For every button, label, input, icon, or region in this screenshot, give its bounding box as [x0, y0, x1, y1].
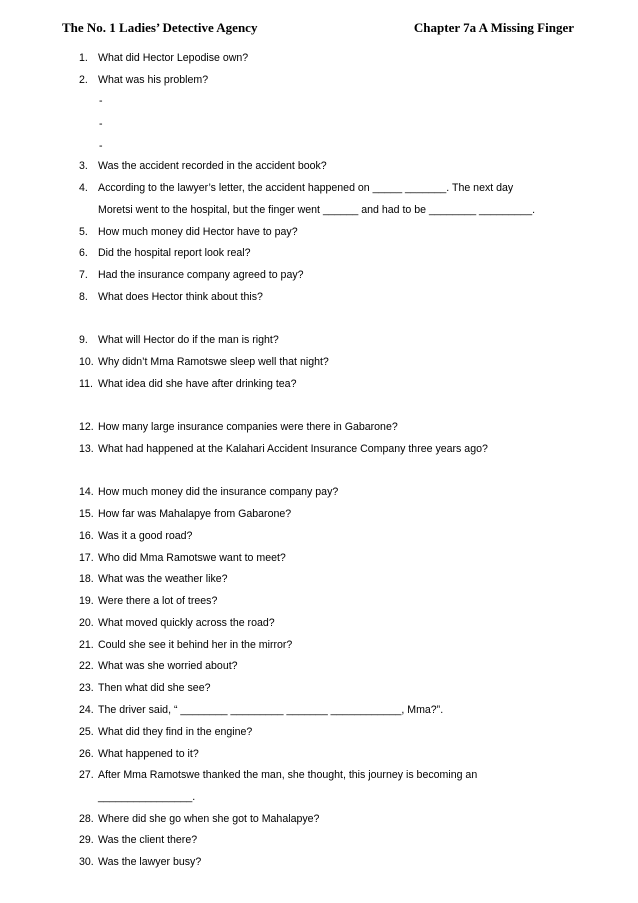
question-item	[79, 725, 252, 739]
answer-dash: -	[99, 140, 103, 152]
book-title: The No. 1 Ladies’ Detective Agency	[62, 20, 258, 35]
question-number: 12.	[79, 421, 94, 433]
question-text: Why didn’t Mma Ramotswe sleep well that night?	[98, 356, 329, 368]
question-number: 5.	[79, 226, 88, 238]
chapter-title: Chapter 7a A Missing Finger	[413, 20, 574, 35]
question-number: 26.	[79, 748, 94, 760]
question-number: 30.	[79, 856, 94, 868]
question-number: 7.	[79, 269, 88, 281]
question-text: Who did Mma Ramotswe want to meet?	[98, 552, 286, 564]
question-text: Was the lawyer busy?	[98, 856, 202, 868]
question-number: 3.	[79, 160, 88, 172]
question-number: 23.	[79, 682, 94, 694]
question-item	[79, 833, 197, 847]
question-text: What was his problem?	[98, 74, 209, 86]
question-item	[79, 377, 296, 391]
question-text: What was she worried about?	[98, 660, 238, 672]
question-item	[79, 485, 338, 499]
question-text: Did the hospital report look real?	[98, 247, 251, 259]
question-item	[79, 747, 199, 761]
question-number: 21.	[79, 639, 94, 651]
question-text: Then what did she see?	[98, 682, 211, 694]
question-text: Was the accident recorded in the accident book?	[98, 160, 327, 172]
question-number: 9.	[79, 334, 88, 346]
question-text: How much money did the insurance company pay?	[98, 486, 339, 498]
question-item	[79, 73, 208, 87]
question-item	[79, 355, 329, 369]
question-text: How many large insurance companies were there in Gabarone?	[98, 421, 398, 433]
question-text: What will Hector do if the man is right?	[98, 334, 279, 346]
question-text: What does Hector think about this?	[98, 291, 263, 303]
question-item	[79, 225, 298, 239]
question-number: 1.	[79, 52, 88, 64]
question-number: 22.	[79, 660, 94, 672]
question-item	[79, 333, 279, 347]
question-number: 17.	[79, 552, 94, 564]
question-text: After Mma Ramotswe thanked the man, she thought, this journey is becoming an	[98, 769, 478, 781]
question-continuation: Moretsi went to the hospital, but the finger went ______ and had to be ________ _________.	[98, 204, 536, 216]
question-number: 20.	[79, 617, 94, 629]
question-item	[79, 529, 192, 543]
question-text: Where did she go when she got to Mahalapye?	[98, 813, 320, 825]
question-number: 25.	[79, 726, 94, 738]
question-item	[79, 681, 211, 695]
question-text: What moved quickly across the road?	[98, 617, 275, 629]
question-item	[79, 855, 201, 869]
question-number: 24.	[79, 704, 94, 716]
question-text: Was it a good road?	[98, 530, 193, 542]
question-item	[79, 768, 477, 782]
question-number: 28.	[79, 813, 94, 825]
question-item	[79, 507, 291, 521]
question-item	[79, 616, 275, 630]
answer-dash: -	[99, 95, 103, 107]
question-text: Had the insurance company agreed to pay?	[98, 269, 304, 281]
question-item	[79, 551, 286, 565]
question-number: 4.	[79, 182, 88, 194]
question-number: 19.	[79, 595, 94, 607]
question-item	[79, 703, 443, 717]
question-item	[79, 442, 488, 456]
question-number: 11.	[79, 378, 93, 390]
answer-dash: -	[99, 118, 103, 130]
question-item	[79, 420, 398, 434]
question-number: 27.	[79, 769, 94, 781]
question-number: 10.	[79, 356, 94, 368]
question-item	[79, 290, 263, 304]
question-text: Was the client there?	[98, 834, 198, 846]
question-text: Could she see it behind her in the mirror?	[98, 639, 293, 651]
question-number: 15.	[79, 508, 94, 520]
question-text: What had happened at the Kalahari Accident Insurance Company three years ago?	[98, 443, 488, 455]
question-text: Were there a lot of trees?	[98, 595, 218, 607]
question-item	[79, 812, 319, 826]
question-item	[79, 246, 251, 260]
question-item	[79, 159, 327, 173]
question-number: 29.	[79, 834, 94, 846]
question-text: What idea did she have after drinking tea?	[98, 378, 297, 390]
question-text: How much money did Hector have to pay?	[98, 226, 298, 238]
question-text: The driver said, “ ________ _________ _______ ____________, Mma?”.	[98, 704, 444, 716]
question-item	[79, 594, 217, 608]
question-number: 2.	[79, 74, 88, 86]
question-item	[79, 638, 292, 652]
question-number: 8.	[79, 291, 88, 303]
question-item	[79, 572, 228, 586]
question-text: What was the weather like?	[98, 573, 228, 585]
question-text: What did they find in the engine?	[98, 726, 253, 738]
question-item	[79, 181, 513, 195]
question-number: 13.	[79, 443, 94, 455]
question-text: According to the lawyer’s letter, the accident happened on _____ _______. The next day	[98, 182, 514, 194]
question-number: 16.	[79, 530, 94, 542]
question-number: 18.	[79, 573, 94, 585]
question-number: 14.	[79, 486, 94, 498]
question-text: What did Hector Lepodise own?	[98, 52, 249, 64]
question-text: What happened to it?	[98, 748, 199, 760]
question-text: How far was Mahalapye from Gabarone?	[98, 508, 292, 520]
question-item	[79, 268, 304, 282]
question-item	[79, 51, 248, 65]
question-continuation: ________________.	[98, 791, 196, 803]
question-number: 6.	[79, 247, 88, 259]
question-item	[79, 659, 238, 673]
